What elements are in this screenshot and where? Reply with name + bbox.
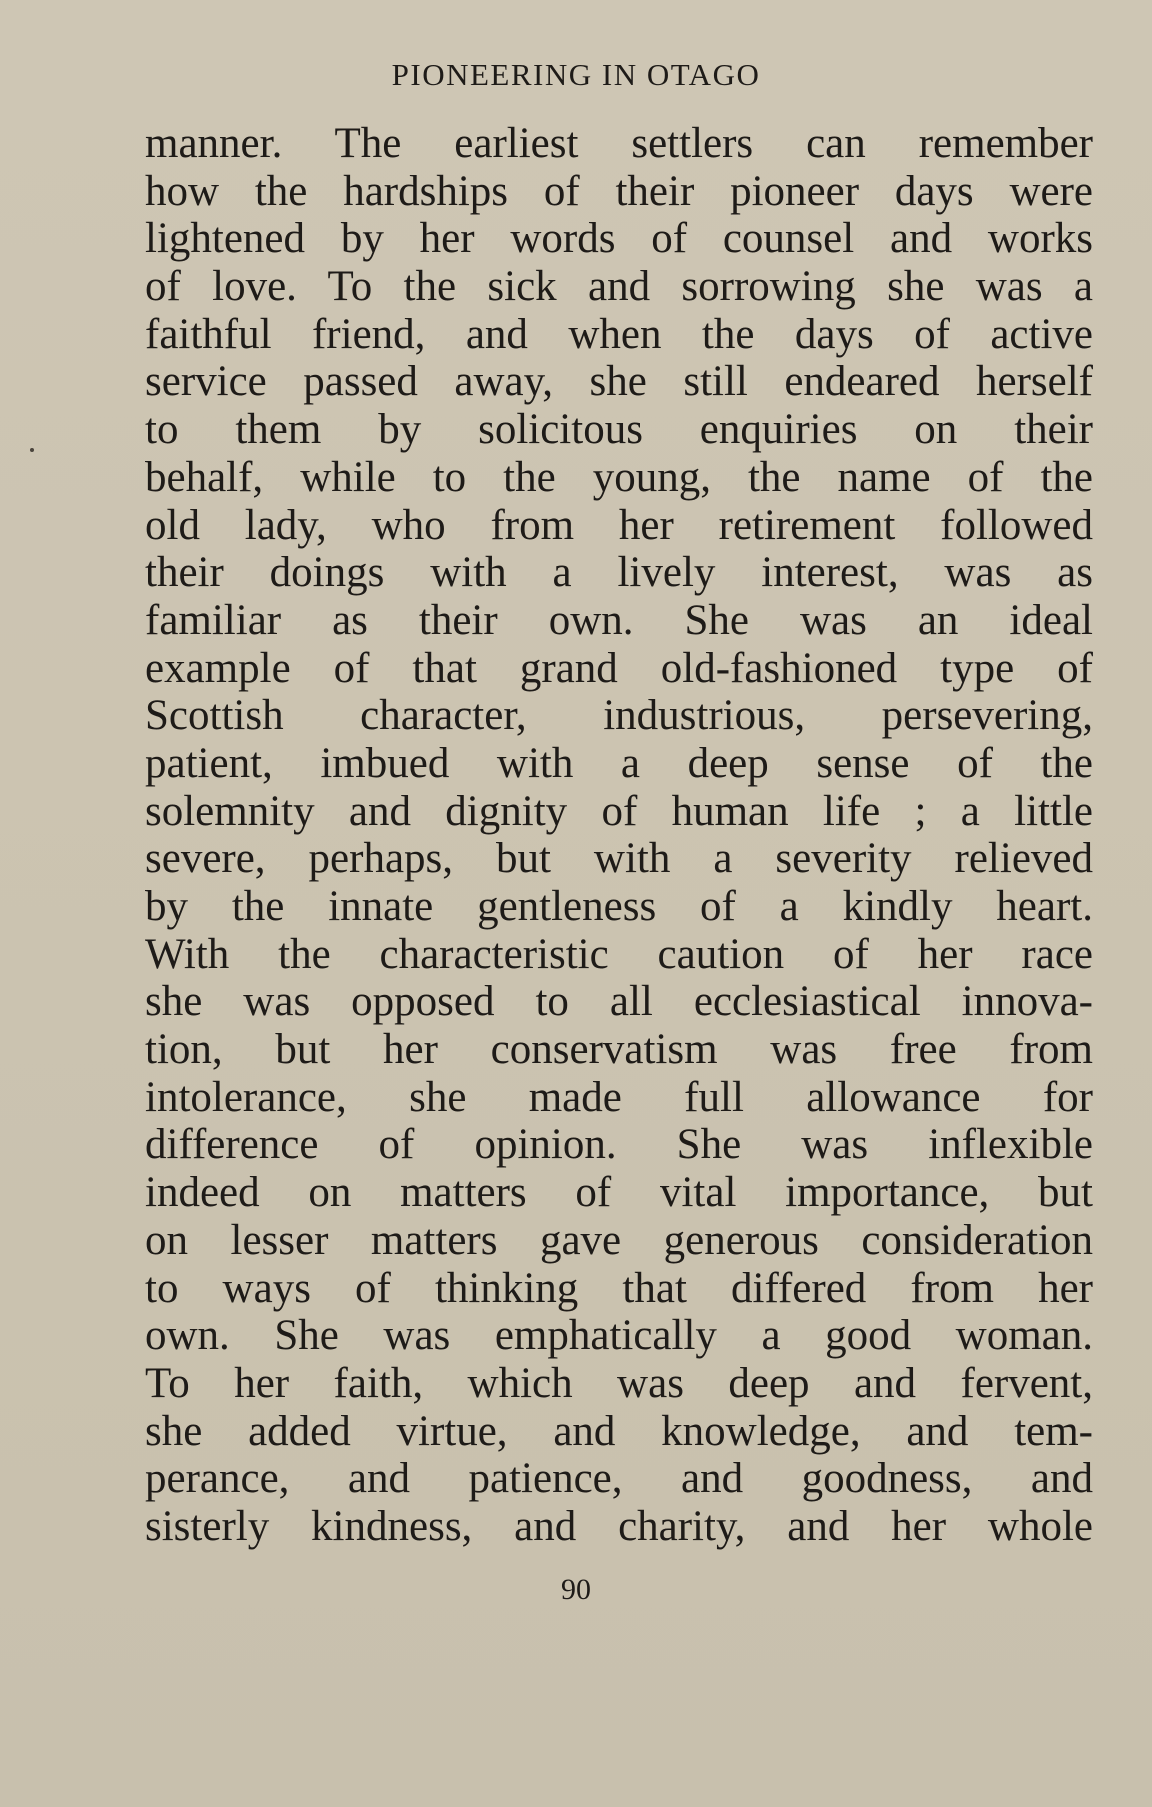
text-line: to ways of thinking that differed from her — [145, 1264, 1093, 1312]
text-line: by the innate gentleness of a kindly heart. — [145, 883, 1093, 930]
text-line: patient, imbued with a deep sense of the — [145, 739, 1093, 787]
text-line: lightened by her words of counsel and works — [145, 215, 1093, 263]
text-line: of love. To the sick and sorrowing she was a — [145, 263, 1093, 311]
running-header: PIONEERING IN OTAGO — [391, 57, 761, 92]
text-line: familiar as their own. She was an ideal — [145, 596, 1093, 644]
text-line: own. She was emphatically a good woman. — [145, 1312, 1093, 1360]
text-line: severe, perhaps, but with a severity relieved — [145, 835, 1093, 883]
text-line: faithful friend, and when the days of active — [145, 310, 1093, 358]
text-line: difference of opinion. She was inflexible — [145, 1121, 1093, 1169]
text-line: to them by solicitous enquiries on their — [145, 406, 1093, 454]
text-line: sisterly kindness, and charity, and her whole — [145, 1502, 1093, 1550]
text-line: indeed on matters of vital importance, but — [145, 1169, 1093, 1217]
text-line: With the characteristic caution of her race — [145, 930, 1093, 978]
text-line: service passed away, she still endeared herself — [145, 358, 1093, 406]
text-line: how the hardships of their pioneer days were — [145, 167, 1093, 215]
paper-speck — [30, 448, 34, 452]
text-line: example of that grand old-fashioned type of — [145, 644, 1093, 692]
text-line: manner. The earliest settlers can remember — [145, 120, 1093, 167]
text-line: on lesser matters gave generous consideration — [145, 1216, 1093, 1264]
text-line: behalf, while to the young, the name of the — [145, 453, 1093, 501]
text-line: Scottish character, industrious, persevering, — [145, 692, 1093, 740]
text-line: old lady, who from her retirement followed — [145, 501, 1093, 549]
text-line: solemnity and dignity of human life ; a little — [145, 787, 1093, 835]
text-line: To her faith, which was deep and fervent, — [145, 1359, 1093, 1407]
text-line: tion, but her conservatism was free from — [145, 1026, 1093, 1074]
text-line: their doings with a lively interest, was as — [145, 549, 1093, 597]
body-text — [145, 120, 1093, 1551]
page-number: 90 — [561, 1573, 591, 1606]
text-line: she was opposed to all ecclesiastical innova- — [145, 978, 1093, 1026]
text-line: perance, and patience, and goodness, and — [145, 1455, 1093, 1503]
text-line: intolerance, she made full allowance for — [145, 1073, 1093, 1121]
text-line: she added virtue, and knowledge, and tem- — [145, 1407, 1093, 1455]
